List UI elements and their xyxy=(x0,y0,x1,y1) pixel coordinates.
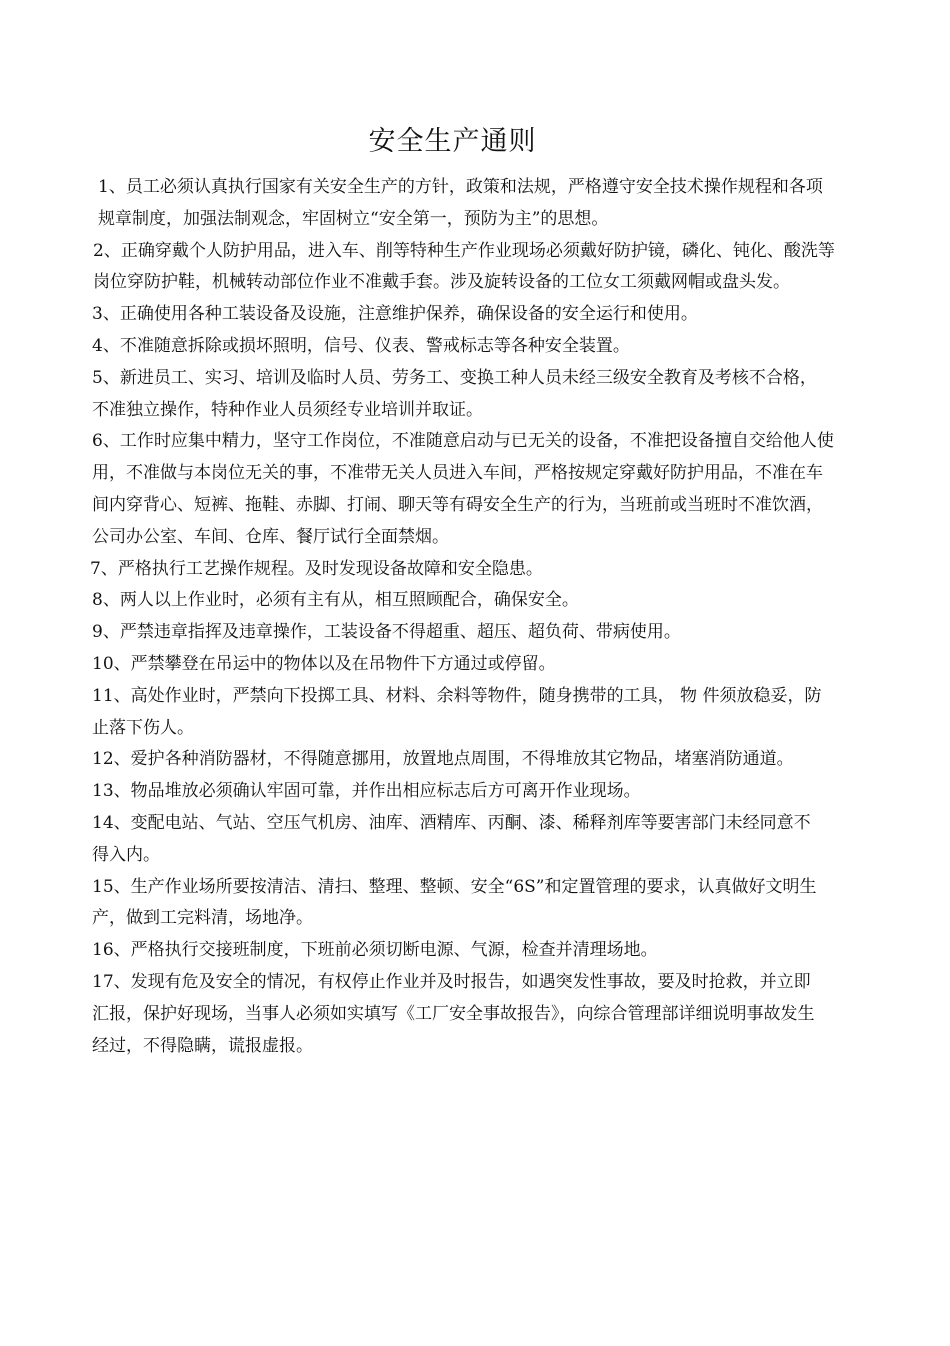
rule-item-8: 8、两人以上作业时，必须有主有从，相互照顾配合，确保安全。 xyxy=(92,590,579,611)
rule-item-3: 3、正确使用各种工装设备及设施，注意维护保养，确保设备的安全运行和使用。 xyxy=(92,304,698,325)
rule-item-10: 10、严禁攀登在吊运中的物体以及在吊物件下方通过或停留。 xyxy=(92,653,556,674)
rule-item-1: 1、员工必须认真执行国家有关安全生产的方针，政策和法规，严格遵守安全技术操作规程和各项规章制度，加强法制观念，牢固树立“安全第一，预防为主”的思想。 xyxy=(98,177,823,229)
rule-item-5: 5、新进员工、实习、培训及临时人员、劳务工、变换工种人员未经三级安全教育及考核不合格，不准独立操作，特种作业人员须经专业培训并取证。 xyxy=(92,367,817,420)
rule-item-4: 4、不准随意拆除或损坏照明，信号、仪表、警戒标志等各种安全装置。 xyxy=(92,335,630,356)
rule-item-13: 13、物品堆放必须确认牢固可靠，并作出相应标志后方可离开作业现场。 xyxy=(92,781,641,802)
rule-item-7: 7、严格执行工艺操作规程。及时发现设备故障和安全隐患。 xyxy=(90,558,543,579)
rule-item-15: 15、生产作业场所要按清洁、清扫、整理、整顿、安全“6S”和定置管理的要求，认真做好文明生产，做到工完料清，场地净。 xyxy=(92,876,817,929)
rule-item-2: 2、正确穿戴个人防护用品，进入车、削等特种生产作业现场必须戴好防护镜，磷化、钝化、酸洗等岗位穿防护鞋，机械转动部位作业不准戴手套。涉及旋转设备的工位女工须戴网帽或盘头发。 xyxy=(93,240,835,293)
rule-item-14: 14、变配电站、气站、空压气机房、油库、酒精库、丙酮、漆、稀释剂库等要害部门未经同意不得入内。 xyxy=(92,812,811,865)
rule-item-11: 11、高处作业时，严禁向下投掷工具、材料、余料等物件，随身携带的工具， 物 件须放稳妥，防止落下伤人。 xyxy=(92,685,822,738)
rules-list xyxy=(0,172,950,1062)
document-title: 安全生产通则 xyxy=(368,126,537,157)
rule-item-16: 16、严格执行交接班制度，下班前必须切断电源、气源，检查并清理场地。 xyxy=(92,940,658,961)
rule-item-12: 12、爱护各种消防器材，不得随意挪用，放置地点周围，不得堆放其它物品，堵塞消防通道。 xyxy=(92,749,794,770)
rule-item-9: 9、严禁违章指挥及违章操作，工装设备不得超重、超压、超负荷、带病使用。 xyxy=(92,622,681,643)
rule-item-6: 6、工作时应集中精力，坚守工作岗位，不准随意启动与已无关的设备，不准把设备擅自交给他人使用，不准做与本岗位无关的事，不准带无关人员进入车间，严格按规定穿戴好防护用品，不准在车间内穿背心、短裤、拖鞋、赤脚、打闹、聊天等有碍安全生产的行为，当班前或当班时不准饮酒，公司办公室、车间、仓库、餐厅试行全面禁烟。 xyxy=(92,431,834,547)
rule-item-17: 17、发现有危及安全的情况，有权停止作业并及时报告，如遇突发性事故，要及时抢救，并立即汇报，保护好现场，当事人必须如实填写《工厂安全事故报告》，向综合管理部详细说明事故发生经过，不得隐瞒，谎报虚报。 xyxy=(92,971,815,1056)
